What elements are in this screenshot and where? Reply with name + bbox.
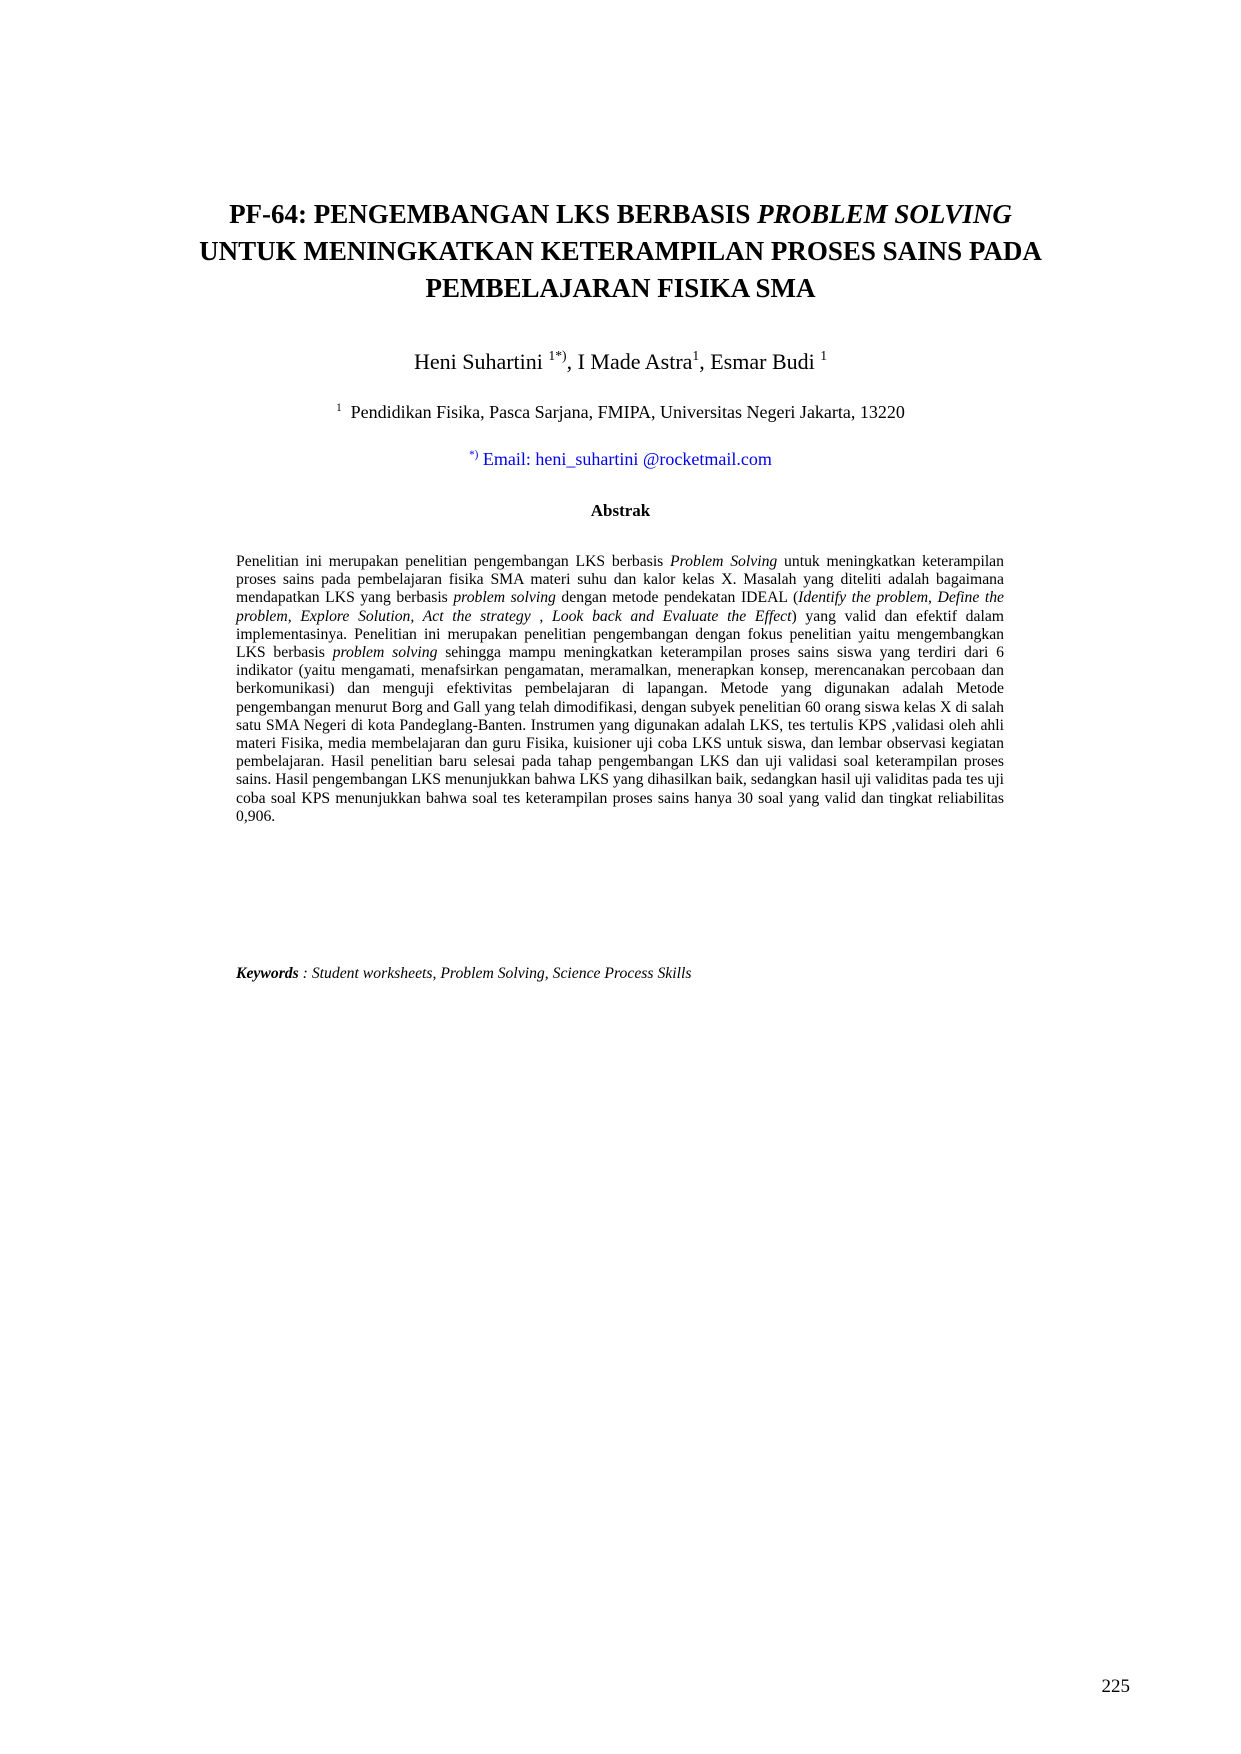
author-3-affiliation-mark: 1: [820, 348, 828, 364]
abstract-heading: Abstrak: [590, 501, 651, 520]
abstract-paragraph: [236, 553, 1004, 826]
abstract-text-3: dengan metode pendekatan IDEAL (: [555, 589, 799, 607]
abstract-text-2: untuk meningkatkan keterampilan proses sains pada pembelajaran fisika SMA materi suhu dan kalor kelas X. Masalah yang diteliti adalah bagaimana mendapatkan LKS yang berbasis: [236, 553, 1004, 607]
author-2: I Made Astra: [577, 349, 693, 374]
abstract-text-1: Penelitian ini merupakan penelitian pengembangan LKS berbasis: [236, 553, 671, 570]
keywords-text: : Student worksheets, Problem Solving, Science Process Skills: [298, 965, 692, 982]
abstract-italic-4: problem solving: [332, 644, 438, 662]
author-separator-1: ,: [566, 349, 578, 374]
title-line-2: UNTUK MENINGKATKAN KETERAMPILAN PROSES SAINS PADA: [199, 236, 1042, 266]
author-1: Heni Suhartini: [413, 349, 549, 374]
email-mark: *): [469, 448, 479, 461]
abstract-italic-1: Problem Solving: [670, 553, 778, 570]
corresponding-email[interactable]: [0, 447, 1241, 471]
abstract-text-4: ) yang valid dan efektif dalam implementasinya. Penelitian ini merupakan penelitian pengembangan dengan fokus penelitian yaitu mengembangkan LKS berbasis: [236, 607, 1004, 662]
author-separator-2: ,: [699, 349, 711, 374]
author-2-affiliation-mark: 1: [692, 348, 700, 364]
affiliation: [0, 400, 1241, 424]
author-1-affiliation-mark: 1*): [548, 348, 567, 364]
page-number: 225: [1101, 1676, 1130, 1697]
keywords-label: Keywords: [236, 965, 299, 982]
abstract-text-5: sehingga mampu meningkatkan keterampilan proses sains siswa yang terdiri dari 6 indikator (yaitu mengamati, menafsirkan pengamatan, meramalkan, menerapkan konsep, merencanakan percobaan dan berkomunikasi) dan menguji efektivitas pembelajaran di lapangan. Metode yang digunakan adalah Metode pengembangan menurut Borg and Gall yang telah dimodifikasi, dengan subyek penelitian 60 orang siswa kelas X di salah satu SMA Negeri di kota Pandeglang-Banten. Instrumen yang digunakan adalah LKS, tes tertulis KPS ,validasi oleh ahli materi Fisika, media membelajaran dan guru Fisika, kuisioner uji coba LKS untuk siswa, dan lembar observasi kegiatan pembelajaran. Hasil penelitian baru selesai pada tahap pengembangan LKS dan uji validasi soal keterampilan proses sains. Hasil pengembangan LKS menunjukkan bahwa LKS yang dihasilkan baik, sedangkan hasil uji validitas pada tes uji coba soal KPS menunjukkan bahwa soal tes keterampilan proses sains hanya 30 soal yang valid dan tingkat reliabilitas 0,906.: [236, 644, 1004, 825]
keywords: [236, 964, 1004, 984]
author-list: [0, 348, 1241, 376]
paper-title: [0, 196, 1241, 307]
title-line-3: PEMBELAJARAN FISIKA SMA: [425, 273, 816, 303]
title-line-1: [0, 196, 1241, 233]
affiliation-mark: 1: [336, 401, 342, 414]
abstract-body: [236, 553, 1004, 826]
abstract-italic-3: Identify the problem, Define the problem, Explore Solution, Act the strategy , Look back and Evaluate the Effect: [236, 589, 1005, 625]
abstract-italic-2: problem solving: [453, 589, 556, 607]
title-line-1-italic: PROBLEM SOLVING: [757, 199, 1012, 229]
email-text[interactable]: Email: heni_suhartini @rocketmail.com: [478, 449, 772, 469]
title-line-1-text: PF-64: PENGEMBANGAN LKS BERBASIS: [229, 199, 758, 229]
affiliation-text: Pendidikan Fisika, Pasca Sarjana, FMIPA, Universitas Negeri Jakarta, 13220: [341, 402, 905, 422]
author-3: Esmar Budi: [710, 349, 821, 374]
